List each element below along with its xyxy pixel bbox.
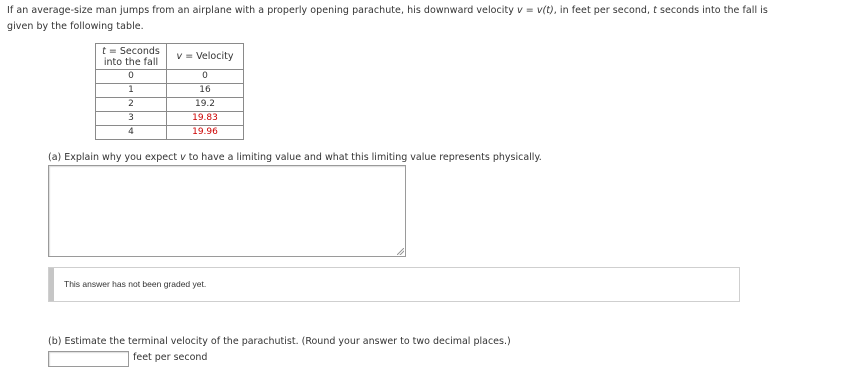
cell-velocity-highlighted: 19.96 [167,126,244,140]
question-a-var-v: v [180,152,186,163]
problem-statement [7,3,855,35]
header-t-var: t [102,45,106,57]
header-v-text: = Velocity [182,51,234,62]
cell-seconds: 3 [96,112,167,126]
cell-seconds: 0 [96,70,167,84]
table-row [96,84,244,98]
cell-velocity: 0 [167,70,244,84]
resize-grip-icon[interactable] [397,248,404,255]
intro-text-2: = [522,5,537,16]
question-a-text-2: to have a limiting value and what this limiting value represents physically. [185,152,542,163]
table-row [96,126,244,140]
answer-a-textarea[interactable] [48,165,406,257]
unit-label: feet per second [133,352,208,363]
intro-text-1: If an average-size man jumps from an airplane with a properly opening parachute, his downward velocity [7,5,517,16]
cell-velocity-highlighted: 19.83 [167,112,244,126]
terminal-velocity-input[interactable] [48,351,129,367]
header-velocity [167,44,244,70]
intro-text-5: given by the following table. [7,21,144,32]
table-row [96,70,244,84]
header-v-var: v [176,51,183,62]
func-v-of-t: v(t) [536,5,554,16]
header-seconds [96,44,167,70]
cell-velocity: 16 [167,84,244,98]
header-t-text: = Seconds [105,45,160,57]
table-header-row [96,44,244,70]
intro-text-4: seconds into the fall is [656,5,768,16]
cell-seconds: 1 [96,84,167,98]
table-row [96,98,244,112]
var-t: t [653,5,657,16]
velocity-table [95,43,244,140]
cell-velocity: 19.2 [167,98,244,112]
question-b: (b) Estimate the terminal velocity of the parachutist. (Round your answer to two decimal places.) [48,336,511,347]
cell-seconds: 2 [96,98,167,112]
question-a-text-1: (a) Explain why you expect [48,152,181,163]
grade-status-panel [48,267,740,302]
intro-text-3: , in feet per second, [553,5,654,16]
question-a [48,152,542,164]
header-t-line2: into the fall [103,56,159,68]
grade-status-text: This answer has not been graded yet. [64,279,207,289]
grade-status-bar [49,268,54,301]
table-row [96,112,244,126]
var-v: v [516,5,523,16]
cell-seconds: 4 [96,126,167,140]
